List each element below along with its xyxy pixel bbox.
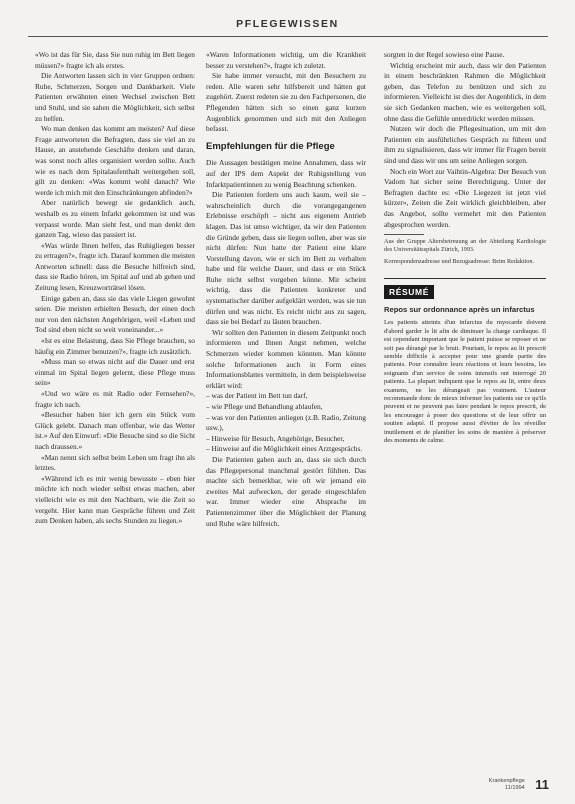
footnote: Aus der Gruppe Altersbetreuung an der Abteilung Kardiologie des Universitätsspitals Zürich, 1993. [384,238,546,254]
resume-title: Repos sur ordonnance après un infarctus [384,305,535,315]
issue-line-1: Krankenpflege [488,778,525,784]
footnote: Korrespondenzadresse und Bezugsadresse: Beim Redaktion. [384,257,535,265]
resume-box [384,278,546,446]
page-footer [489,774,549,792]
header-rule [28,36,548,37]
page-number: 11 [535,777,549,792]
section-heading: Empfehlungen für die Pflege [206,140,335,152]
list-item: – Hinweise für Besuch, Angehörige, Besucher, [206,433,345,443]
list-item: – wie Pflege und Behandlung ablaufen, [206,402,323,411]
column-1 [35,50,195,527]
paragraph: «Und wo wäre es mit Radio oder Fernsehen?», fragte ich nach. [35,389,195,409]
paragraph: «Waren Informationen wichtig, um die Krankheit besser zu verstehen?», fragte ich zuletzt. [206,50,366,70]
paragraph: Aber natürlich bewegt sie gedanklich auch, weshalb es zu einem Infarkt gekommen ist und was verpasst wurde. Man sieht fest, und man denkt den ganzen Tag, wieso das passiert ist. [35,198,195,240]
column-3 [384,50,546,445]
paragraph: Die Aussagen bestätigen meine Annahmen, dass wir auf der IPS dem Aspekt der Ruhigstellung von Infarktpatientinnen zu wenig Beachtung schenken. [206,158,366,189]
paragraph: «Besucher haben hier ich gern ein Stück vom Glück gelebt. Danach man offenbar, wie das Wetter ist.» Auf den Einwurf: «Die Besuche sind so die Sicht nach draussen.» [35,410,195,451]
paragraph: «Man nennt sich selbst beim Leben um fragt ihn als letztes. [35,452,195,473]
list-item: – Hinweise auf die Möglichkeit eines Arztgesprächs. [206,444,363,454]
info-list [206,391,366,455]
issue-info [489,778,525,792]
paragraph: Sie habe immer versucht, mit den Besuchern zu reden. Alle waren sehr hilfsbereit und hätten gut zugehört. Zuerst redeten sie zu den Fachpersonen, die Pflegenden hätten sich so einen ganz kurzen Augenblick genommen und sich mit den Anliegen befasst. [206,71,366,134]
paragraph: Noch ein Wort zur Vaihtin-Algebra: Der Besuch von Vadom hat sicher seine Berechtigung. Unter der Befragten dachte es: «Die Liegezeit ist jetzt viel kürzer», Zeiten die Zeit wirklich gleichbleiben, aber das Angebot, sollte vermehrt mit den Patienten abgesprochen werden. [384,166,546,229]
resume-label: RÉSUMÉ [384,285,434,300]
paragraph: sorgten in der Regel sowieso eine Pause. [384,50,505,59]
paragraph: Wichtig erscheint mir auch, dass wir den Patienten in einem beschränkten Rahmen die Möglichkeit geben, das Telefon zu benützen und sich zu informieren. Vielleicht ist dies der Augenblick, in dem sie sich Gedanken machen, wie es weitergehen soll, ohne dass die Gefühle unterdrückt werden müssen. [384,60,546,123]
paragraph: Wir sollten den Patienten in diesem Zeitpunkt noch informieren und Ihnen Angst nehmen, welche Schmerzen wieder kommen könnten. Man könnte solche Informationen auch in Form eines Informationsblattes vermitteln, in dem beispielsweise erklärt wird: [206,327,366,390]
column-2 [206,50,366,529]
issue-line-2: 11/1994 [504,785,525,791]
paragraph: «Ist es eine Belastung, dass Sie Pflege brauchen, so häufig ein Zimmer benutzen?», fragte ich zusätzlich. [35,336,195,356]
paragraph: «Während ich es mir wenig bewusste – eben hier möchte ich noch wieder selbst etwas machen, aber vielleicht wie es mit den Nachbarn, wie die Zeit so vergeht. Hier kann man Gespräche führen und Zeit zum Denken haben, als sechs Stunden zu liegen.» [35,473,195,526]
paragraph: Die Patienten gaben auch an, dass sie sich durch das Pflegepersonal manchmal gestört fühlten. Das machte sich bemerkbar, wie oft wir jemand ein zweites Mal aufwecken, der gerade eingeschlafen war. Immer wieder eine Absprache im Patientenzimmer über die Möglichkeit der Planung und Ruhe wäre hilfreich. [206,454,366,528]
list-item: – was der Patient im Bett tun darf, [206,391,308,401]
paragraph: Einige gaben an, dass sie das viele Liegen gewohnt seien. Die meisten erhielten Besuch, der einen doch nur von den nächsten Angehörigen, weil «Leben und Tod sind eben nicht so weit voneinander...» [35,293,195,335]
resume-body: Les patients atteints d'un infarctus du myocarde doivent d'abord garder le lit afin de diminuer la charge cardiaque. Il est cependant important que le patient puisse se reposer et ne soit pas dérangé par le bruit. Pourtant, le repos au lit prescrit semble difficile à accepter pour une grande partie des patients. Pour connaître leurs réactions et leurs besoins, les soignants d'un service de soins intensifs ont interrogé 20 patients. La plupart indiquent que le repos au lit, entre deux examens, ne les dérangeait pas vraiment. L'auteur recommande donc de mieux informer les patients sur ce qu'ils peuvent et ne peuvent pas faire pendant le repos prescrit, de les encourager à poser des questions et de leur offrir un soutien adapté. Il propose aussi d'éviter de les réveiller inutilement et de planifier les soins de manière à préserver des moments de calme. [384,319,546,444]
paragraph: «Wo ist das für Sie, dass Sie nun ruhig im Bett liegen müssen?» fragte ich als erstes. [35,50,195,70]
section-header: PFLEGEWISSEN [236,18,339,30]
paragraph: «Was würde Ihnen helfen, das Ruhigliegen besser zu ertragen?», fragte ich. Darauf kommen die meisten Antworten schnell: dass die Besuche hilfreich sind, dass sie Radio hören, im Spital auf und ab gehen und Zeitung lesen, Kreuzworträtsel lösen. [35,240,195,293]
footnote-rule [384,234,424,235]
paragraph: Die Antworten lassen sich in vier Gruppen ordnen: Ruhe, Schmerzen, Sorgen und Dankbarkeit. Viele Patienten erwähnten einen Wechsel zwischen Bett und Stuhl, und sie sahen die Möglichkeit, sich selbst zu helfen. [35,71,195,123]
paragraph: Wo man denken das kommt am meisten? Auf diese Frage antworteten die Befragten, dass sie viel an zu Hause, an anstehende Geschäfte denken und daran, was sonst noch alles organisiert werden sollte. Auch wie es nach dem Spitalaufenthalt weitergehen soll, gilt zu denken: «Was kommt wohl danach? Wie werde ich mich mit den Einschränkungen abfinden?» [35,124,195,197]
paragraph: «Muss man so etwas nicht auf die Dauer und erst einmal im Spital liegen gelernt, diese Pflege muss sein» [35,357,195,388]
paragraph: Nutzen wir doch die Pflegesituation, um mit den Patienten ein ausführliches Gespräch zu führen und ihm zu signalisieren, dass wir immer für Fragen bereit sind und dass wir uns um seine Anliegen sorgen. [384,124,546,165]
list-item: – was vor den Patienten anliegen (z.B. Radio, Zeitung usw.), [206,412,366,433]
paragraph: Die Patienten fordern uns auch kaum, weil sie – wahrscheinlich durch die vorangegangenen Erlebnisse erschöpft – nicht aus eigenem Antrieb klagen. Das ist umso wichtiger, da wir den Patienten die Gründe geben, dass sie liegen sollen, aber was sie nicht dürfen: Nun hatte der Patient eine klare Vorstellung davon, wie er sich im Bett zu verhalten habe und für welche Dauer, und dass er ein Stück Ruhe nicht selbst vorgeben könne. Mir scheint wichtig, dass die Patienten konkreter und systematischer darüber aufgeklärt werden, was sie tun dürfen und was nicht. Es reicht nicht aus zu sagen, dass sie bei Bedarf zu läuten brauchen. [206,190,366,327]
